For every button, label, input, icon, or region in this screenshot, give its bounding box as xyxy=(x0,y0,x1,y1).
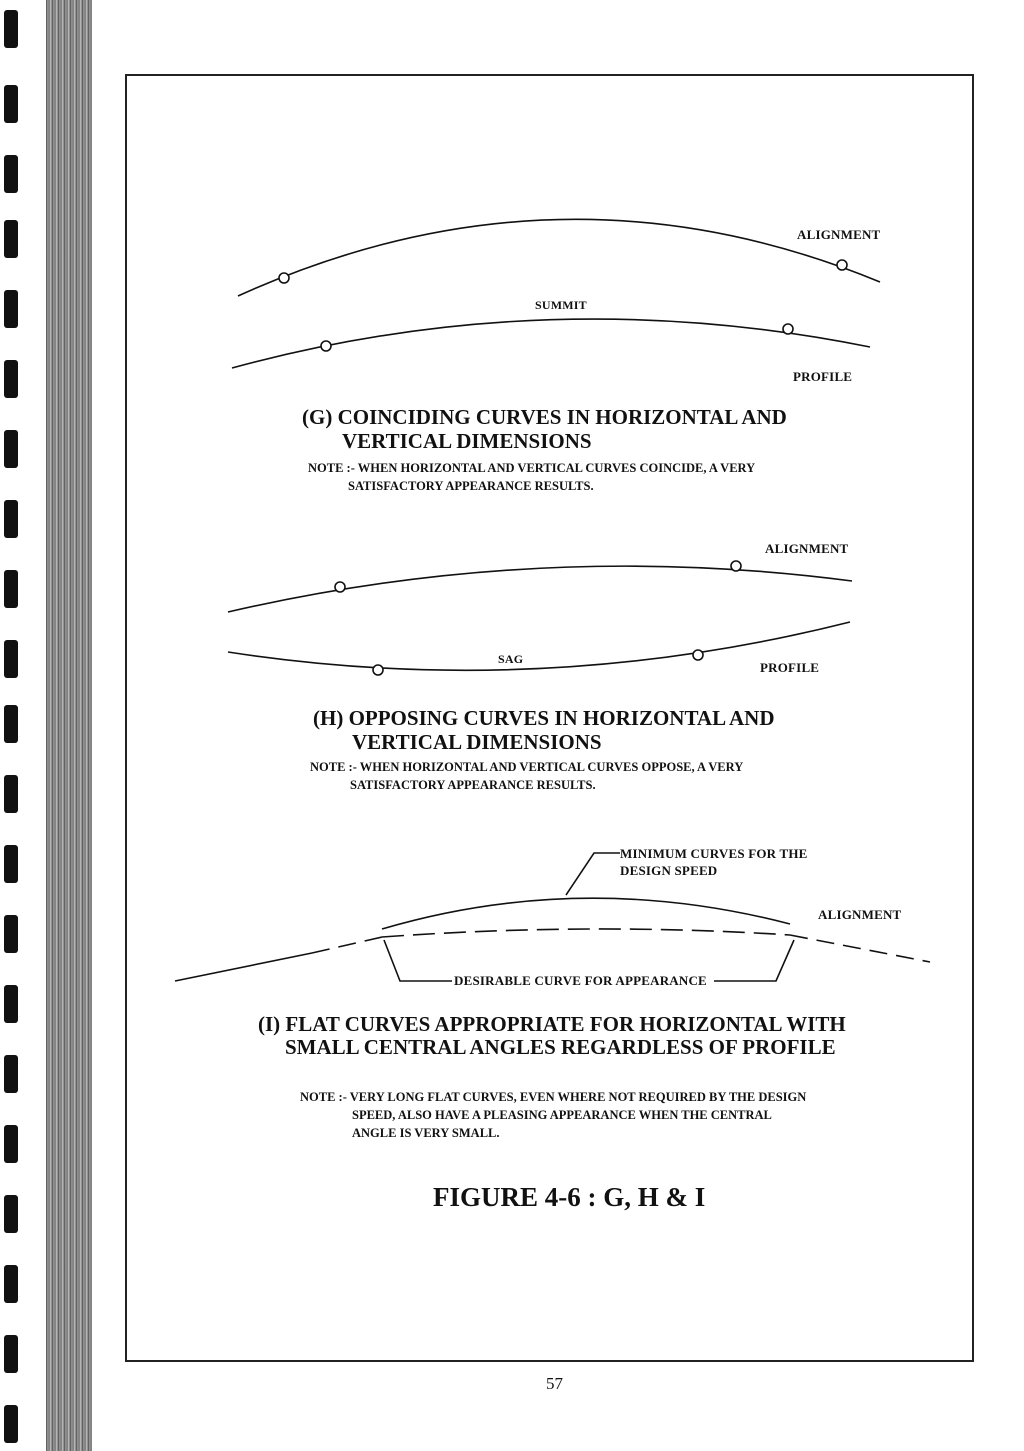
g-summit-label: SUMMIT xyxy=(535,298,587,312)
i-minimum-label-line1: MINIMUM CURVES FOR THE xyxy=(620,846,808,861)
h-alignment-curve xyxy=(228,566,852,612)
h-note-line2: SATISFACTORY APPEARANCE RESULTS. xyxy=(350,778,596,792)
i-note-line3: ANGLE IS VERY SMALL. xyxy=(352,1126,500,1140)
h-alignment-label: ALIGNMENT xyxy=(765,541,849,556)
i-desirable-leader-left xyxy=(384,940,452,981)
h-profile-curve xyxy=(228,622,850,670)
h-sag-label: SAG xyxy=(498,652,524,666)
g-profile-label: PROFILE xyxy=(793,369,853,384)
g-profile-point-left xyxy=(321,341,331,351)
i-left-tangent xyxy=(175,953,312,981)
i-note-line1: NOTE :- VERY LONG FLAT CURVES, EVEN WHERE NOT REQUIRED BY THE DESIGN xyxy=(300,1090,807,1104)
h-alignment-point-left xyxy=(335,582,345,592)
g-profile-point-right xyxy=(783,324,793,334)
h-note-line1: NOTE :- WHEN HORIZONTAL AND VERTICAL CURVES OPPOSE, A VERY xyxy=(310,760,744,774)
i-note-line2: SPEED, ALSO HAVE A PLEASING APPEARANCE WHEN THE CENTRAL xyxy=(352,1108,772,1122)
h-profile-point-left xyxy=(373,665,383,675)
h-profile-point-right xyxy=(693,650,703,660)
i-minimum-leader xyxy=(566,853,620,895)
figure-title: FIGURE 4-6 : G, H & I xyxy=(433,1182,706,1212)
h-title-line2: VERTICAL DIMENSIONS xyxy=(352,730,602,754)
page-number: 57 xyxy=(546,1374,563,1393)
h-title-line1: (H) OPPOSING CURVES IN HORIZONTAL AND xyxy=(313,706,775,730)
h-profile-label: PROFILE xyxy=(760,660,820,675)
i-title-line1: (I) FLAT CURVES APPROPRIATE FOR HORIZONTAL WITH xyxy=(258,1012,846,1036)
g-note-line1: NOTE :- WHEN HORIZONTAL AND VERTICAL CURVES COINCIDE, A VERY xyxy=(308,461,756,475)
i-desirable-label: DESIRABLE CURVE FOR APPEARANCE xyxy=(454,973,707,988)
i-desirable-curve xyxy=(382,929,790,937)
i-title-line2: SMALL CENTRAL ANGLES REGARDLESS OF PROFILE xyxy=(285,1035,836,1059)
g-alignment-label: ALIGNMENT xyxy=(797,227,881,242)
i-left-tangent-dashed xyxy=(312,937,382,953)
g-title-line2: VERTICAL DIMENSIONS xyxy=(342,429,592,453)
i-alignment-label: ALIGNMENT xyxy=(818,907,902,922)
h-alignment-point-right xyxy=(731,561,741,571)
i-minimum-curve xyxy=(382,898,790,929)
i-desirable-leader-right xyxy=(714,940,794,981)
g-alignment-point-right xyxy=(837,260,847,270)
i-minimum-label-line2: DESIGN SPEED xyxy=(620,863,718,878)
i-right-tangent-dashed xyxy=(790,935,930,962)
g-alignment-point-left xyxy=(279,273,289,283)
g-note-line2: SATISFACTORY APPEARANCE RESULTS. xyxy=(348,479,594,493)
g-title-line1: (G) COINCIDING CURVES IN HORIZONTAL AND xyxy=(302,405,787,429)
g-alignment-curve xyxy=(238,219,880,296)
